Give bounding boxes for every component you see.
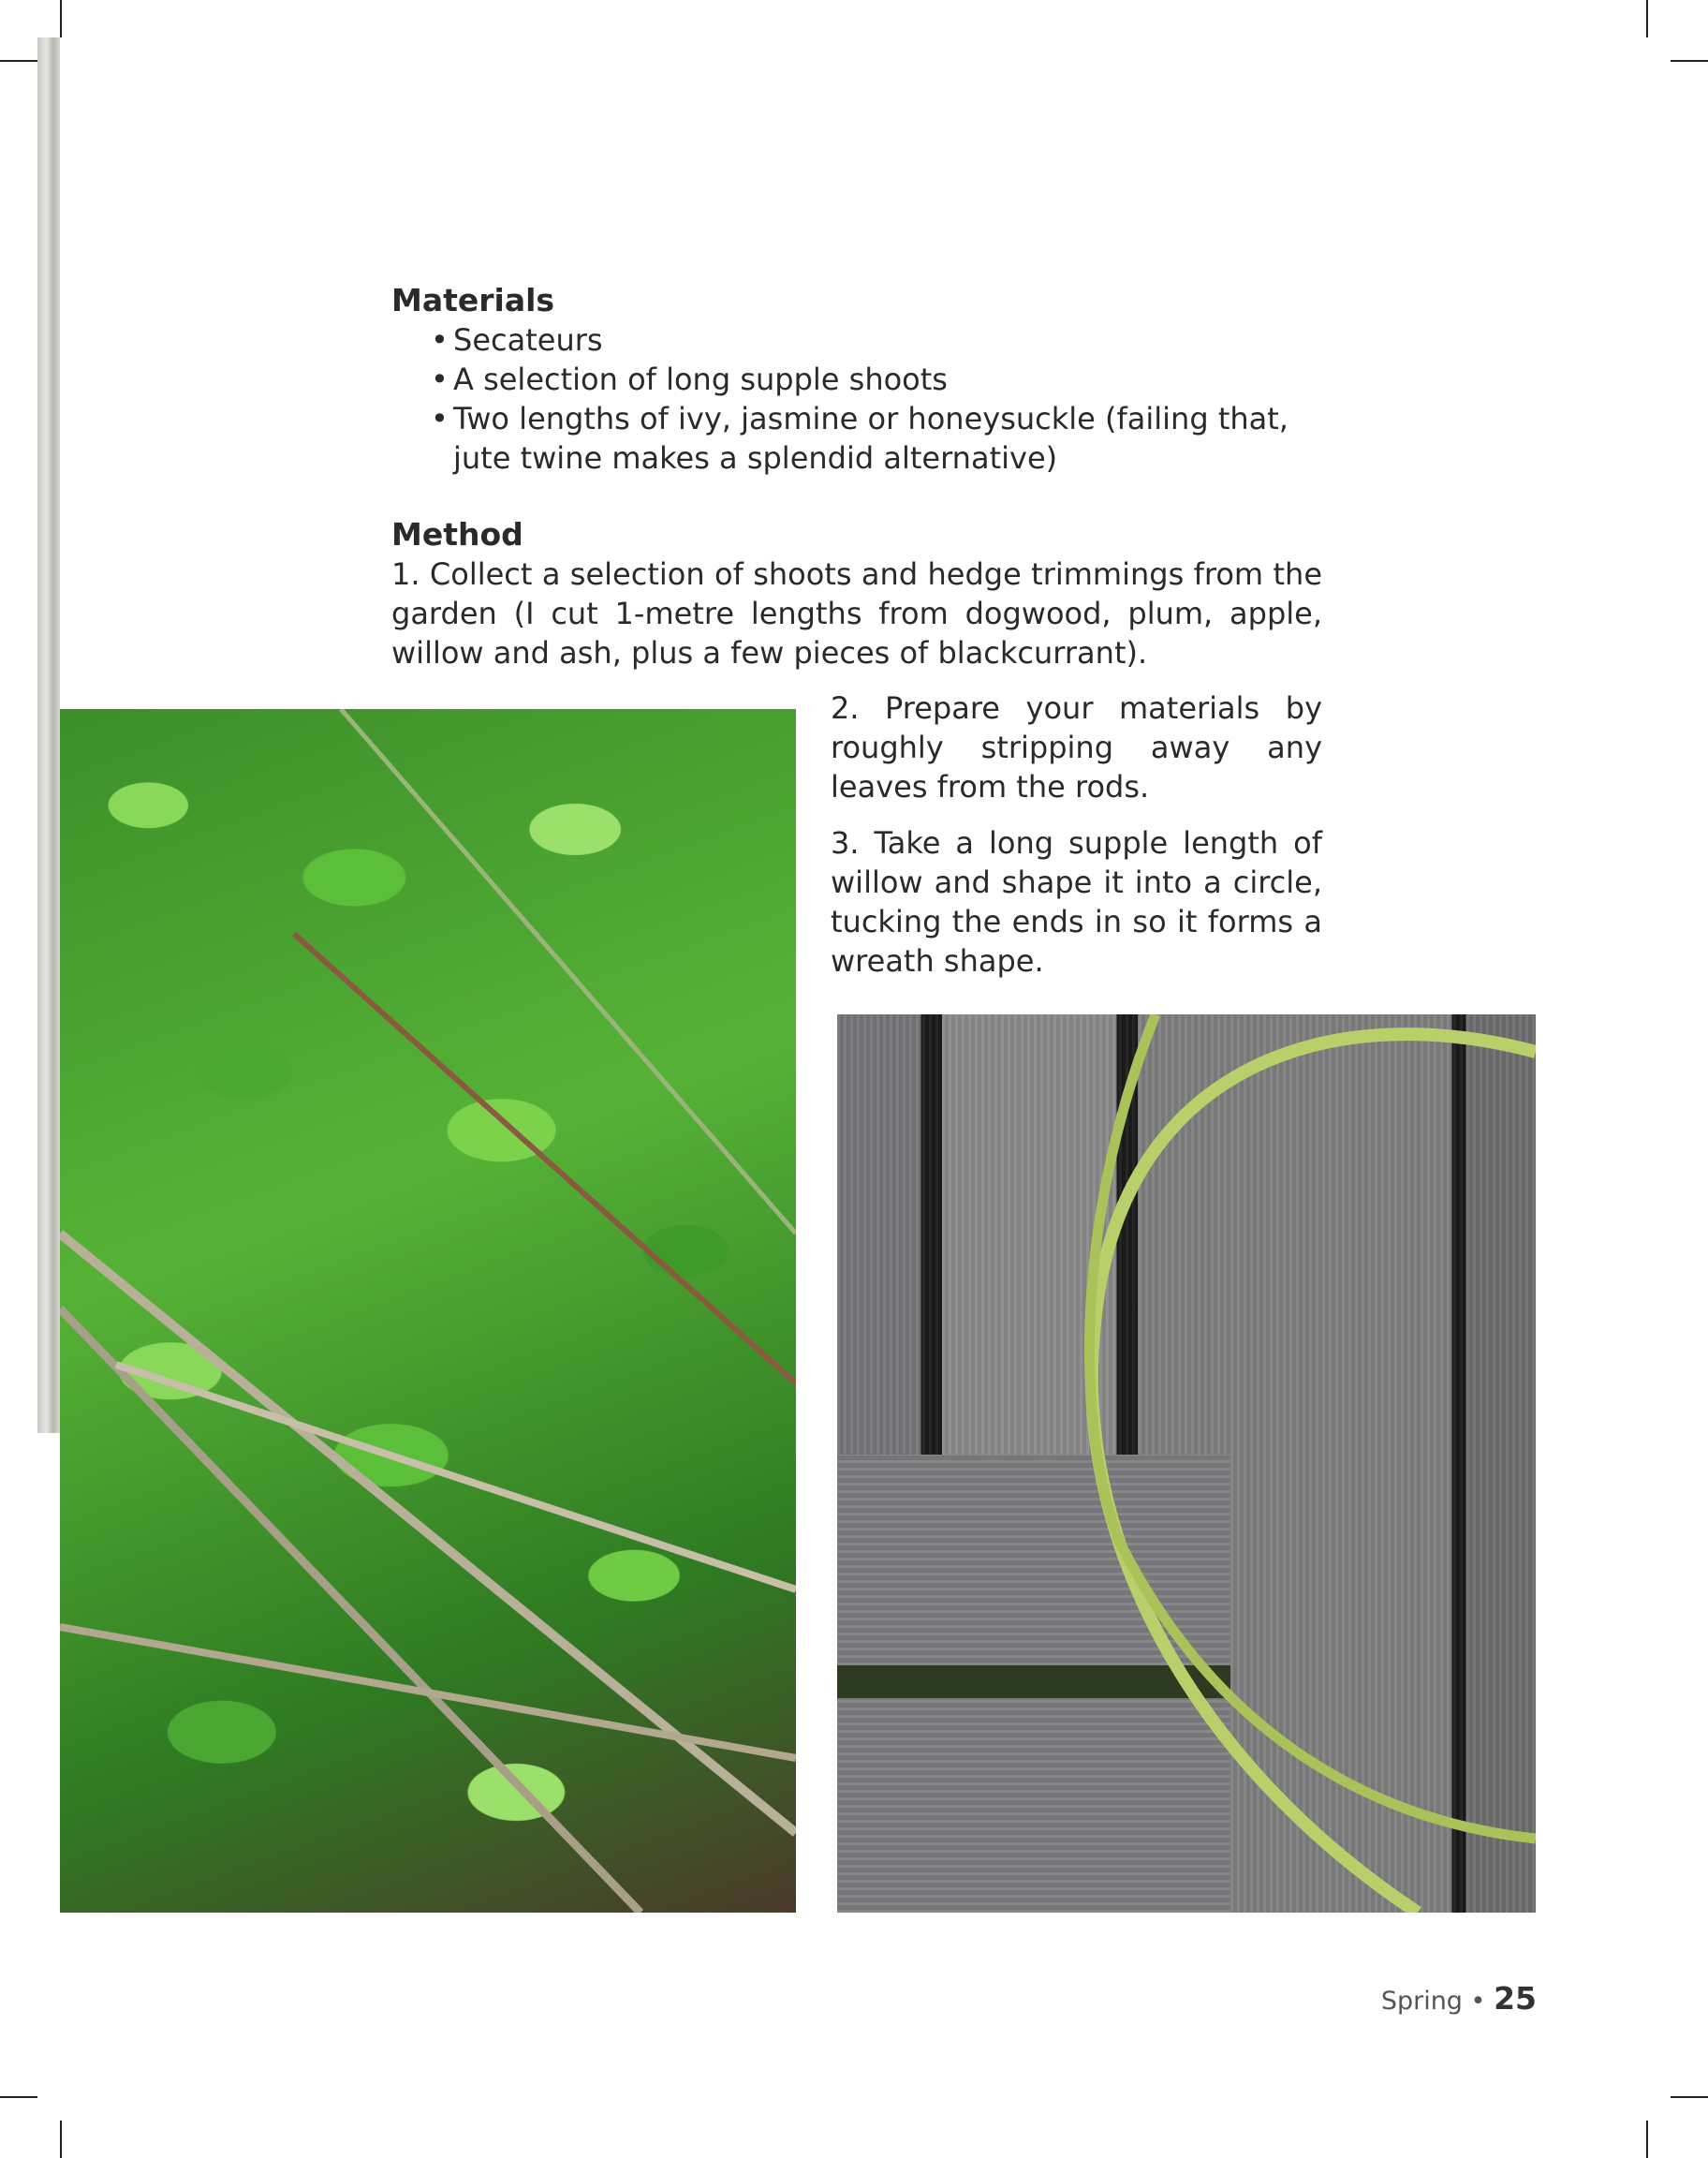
- method-step-1: 1. Collect a selection of shoots and hedge trimmings from the garden (I cut 1-metre lengths from dogwood, plum, apple, willow and ash, plus a few pieces of blackcurrant).: [391, 556, 1322, 671]
- method-heading: Method: [391, 516, 523, 553]
- section-name: Spring: [1380, 1987, 1463, 2016]
- side-text: [831, 688, 1322, 998]
- page-footer: [1381, 1980, 1537, 2017]
- crop-mark: [1671, 60, 1708, 62]
- materials-item: • A selection of long supple shoots: [431, 360, 1322, 399]
- crop-mark: [0, 2096, 37, 2098]
- materials-item: • Two lengths of ivy, jasmine or honeysuckle (failing that, jute twine makes a splendid alternative): [431, 399, 1322, 478]
- leaves-photo: [60, 709, 796, 1913]
- crop-mark: [0, 60, 37, 62]
- main-text: [391, 281, 1322, 673]
- crop-mark: [1646, 2121, 1648, 2158]
- wreath-photo: [837, 1014, 1536, 1913]
- method-step-3: 3. Take a long supple length of willow and shape it into a circle, tucking the ends in so it forms a wreath shape.: [831, 825, 1322, 979]
- materials-heading: Materials: [391, 282, 555, 318]
- crop-mark: [60, 2121, 62, 2158]
- materials-list: [391, 320, 1322, 478]
- method-step-2: 2. Prepare your materials by roughly stripping away any leaves from the rods.: [831, 690, 1322, 805]
- crop-mark: [1671, 2096, 1708, 2098]
- crop-mark: [60, 0, 62, 37]
- footer-bullet: •: [1470, 1987, 1494, 2016]
- crop-mark: [1646, 0, 1648, 37]
- edge-bleed-image: [37, 37, 60, 1433]
- materials-item: • Secateurs: [431, 320, 1322, 360]
- willow-circle: [837, 1014, 1536, 1913]
- page-number: 25: [1494, 1980, 1537, 2017]
- branches-overlay: [60, 709, 796, 1913]
